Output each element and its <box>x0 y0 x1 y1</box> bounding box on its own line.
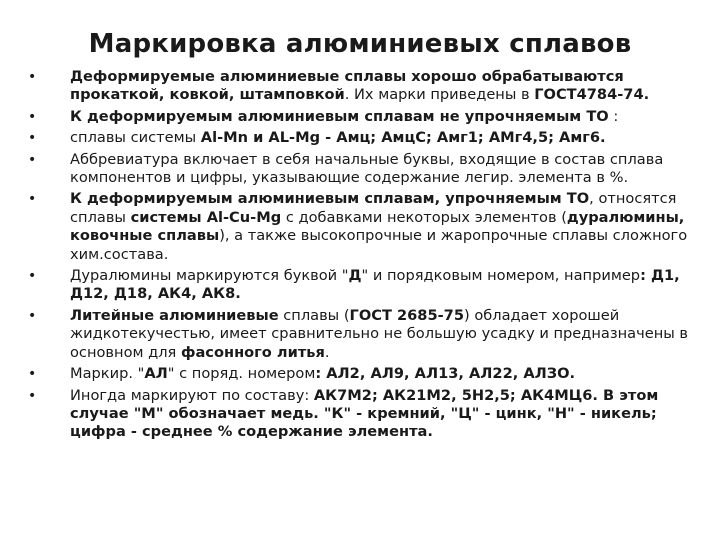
text-run: : <box>608 107 619 125</box>
bullet-item <box>28 129 704 147</box>
text-run: ) обладает хорошей жидкотекучестью, имеет сравнительно не большую усадку и предназначены в основном для <box>70 306 688 361</box>
text-run: ), а также высокопрочные и жаропрочные сплавы сложного хим.состава. <box>70 227 688 263</box>
bold-text-run: : Д1, Д12, Д18, АК4, АК8. <box>70 267 680 303</box>
bullet-item <box>28 68 704 105</box>
bold-text-run: Д <box>348 267 362 285</box>
text-run: Дуралюмины маркируются буквой " <box>70 267 349 285</box>
bullet-item <box>28 267 704 304</box>
bold-text-run: АЛ <box>144 365 168 383</box>
bullet-list <box>28 68 704 445</box>
text-run: с добавками некоторых элементов ( <box>281 208 567 226</box>
bold-text-run: Деформируемые алюминиевые сплавы хорошо обрабатываются прокаткой, ковкой, штамповкой <box>70 68 624 104</box>
bold-text-run: Литейные алюминиевые <box>70 306 279 324</box>
bullet-dot: • <box>28 366 37 383</box>
bullet-item <box>28 307 704 362</box>
bullet-dot: • <box>28 151 37 168</box>
text-run: . Их марки приведены в <box>344 86 535 104</box>
text-run: , относятся сплавы <box>70 190 677 226</box>
bullet-item <box>28 108 704 126</box>
bold-text-run: К деформируемым алюминиевым сплавам, упрочняемым ТО <box>70 190 590 208</box>
bold-text-run: ГОСТ4784-74. <box>534 86 650 104</box>
bold-text-run: фасонного литья <box>180 343 325 361</box>
text-run: Маркир. " <box>70 365 145 383</box>
bullet-dot: • <box>28 108 37 125</box>
bullet-dot: • <box>28 191 37 208</box>
bullet-dot: • <box>28 387 37 404</box>
text-run: сплавы системы <box>70 129 201 147</box>
text-run: . <box>324 343 330 361</box>
slide-title: Маркировка алюминиевых сплавов <box>88 29 632 59</box>
bullet-dot: • <box>28 130 37 147</box>
bullet-dot: • <box>28 307 37 324</box>
text-run: сплавы ( <box>278 306 350 324</box>
bullet-item <box>28 190 704 264</box>
bold-text-run: Al-Mn и AL-Mg - Амц; АмцС; Амг1; АМг4,5; Амг6. <box>200 129 606 147</box>
bullet-item <box>28 151 704 188</box>
text-run: " с поряд. номером <box>167 365 316 383</box>
bold-text-run: АК7М2; АК21М2, 5Н2,5; АК4МЦ6. В этом случае "М" обозначает медь. "К" - кремний, "Ц" - цинк, "Н" - никель; цифра - среднее % содержание элемента. <box>70 386 659 441</box>
bullet-dot: • <box>28 268 37 285</box>
text-run: Иногда маркируют по составу: <box>70 386 314 404</box>
bullet-item <box>28 365 704 383</box>
bold-text-run: К деформируемым алюминиевым сплавам не упрочняемым ТО <box>70 107 609 125</box>
bullet-dot: • <box>28 69 37 85</box>
bold-text-run: : АЛ2, АЛ9, АЛ13, АЛ22, АЛЗО. <box>315 365 576 383</box>
text-run: " и порядковым номером, например <box>361 267 641 285</box>
bold-text-run: ГОСТ 2685-75 <box>349 306 464 324</box>
text-run: Аббревиатура включает в себя начальные буквы, входящие в состав сплава компонентов и цифры, указывающие содержание легир. элемента в %. <box>70 150 664 187</box>
bold-text-run: системы Al-Cu-Mg <box>130 208 282 226</box>
bullet-item <box>28 387 704 442</box>
bold-text-run: дуралюмины, ковочные сплавы <box>70 208 685 245</box>
